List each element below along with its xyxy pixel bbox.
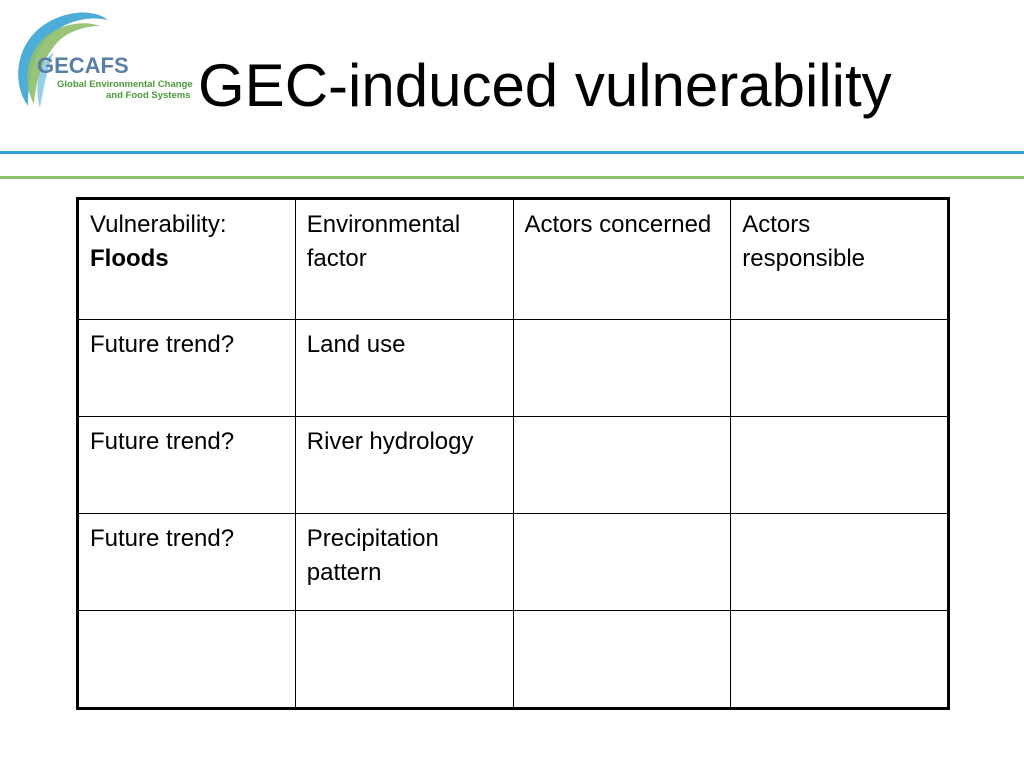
table-cell bbox=[731, 611, 949, 709]
gecafs-logo bbox=[10, 8, 195, 112]
table-cell: Future trend? bbox=[78, 320, 296, 417]
header-vulnerability-value: Floods bbox=[90, 245, 169, 272]
table-header-row bbox=[78, 199, 949, 320]
table-cell bbox=[731, 514, 949, 611]
blue-divider bbox=[0, 151, 1024, 154]
slide-title: GEC-induced vulnerability bbox=[198, 52, 892, 119]
header-cell-environmental-factor: Environmental factor bbox=[295, 199, 513, 320]
table-row bbox=[78, 417, 949, 514]
table-row bbox=[78, 611, 949, 709]
logo-name: GECAFS bbox=[37, 53, 129, 78]
logo-subtitle-line1: Global Environmental Change bbox=[57, 79, 193, 90]
table-cell: River hydrology bbox=[295, 417, 513, 514]
vulnerability-table-container bbox=[76, 197, 950, 705]
header-vulnerability-label: Vulnerability: bbox=[90, 211, 227, 238]
green-divider bbox=[0, 176, 1024, 179]
table-cell bbox=[513, 514, 731, 611]
table-cell: Precipitation pattern bbox=[295, 514, 513, 611]
table-cell bbox=[731, 417, 949, 514]
table-row bbox=[78, 514, 949, 611]
table-cell bbox=[295, 611, 513, 709]
header-cell-vulnerability bbox=[78, 199, 296, 320]
logo-subtitle-line2: and Food Systems bbox=[106, 90, 191, 101]
header-cell-actors-responsible: Actors responsible bbox=[731, 199, 949, 320]
table-cell: Land use bbox=[295, 320, 513, 417]
table-cell bbox=[731, 320, 949, 417]
table-row bbox=[78, 320, 949, 417]
table-cell bbox=[513, 611, 731, 709]
vulnerability-table bbox=[76, 197, 950, 710]
header-cell-actors-concerned: Actors concerned bbox=[513, 199, 731, 320]
table-cell bbox=[513, 417, 731, 514]
table-cell bbox=[78, 611, 296, 709]
table-cell: Future trend? bbox=[78, 417, 296, 514]
table-cell: Future trend? bbox=[78, 514, 296, 611]
table-cell bbox=[513, 320, 731, 417]
